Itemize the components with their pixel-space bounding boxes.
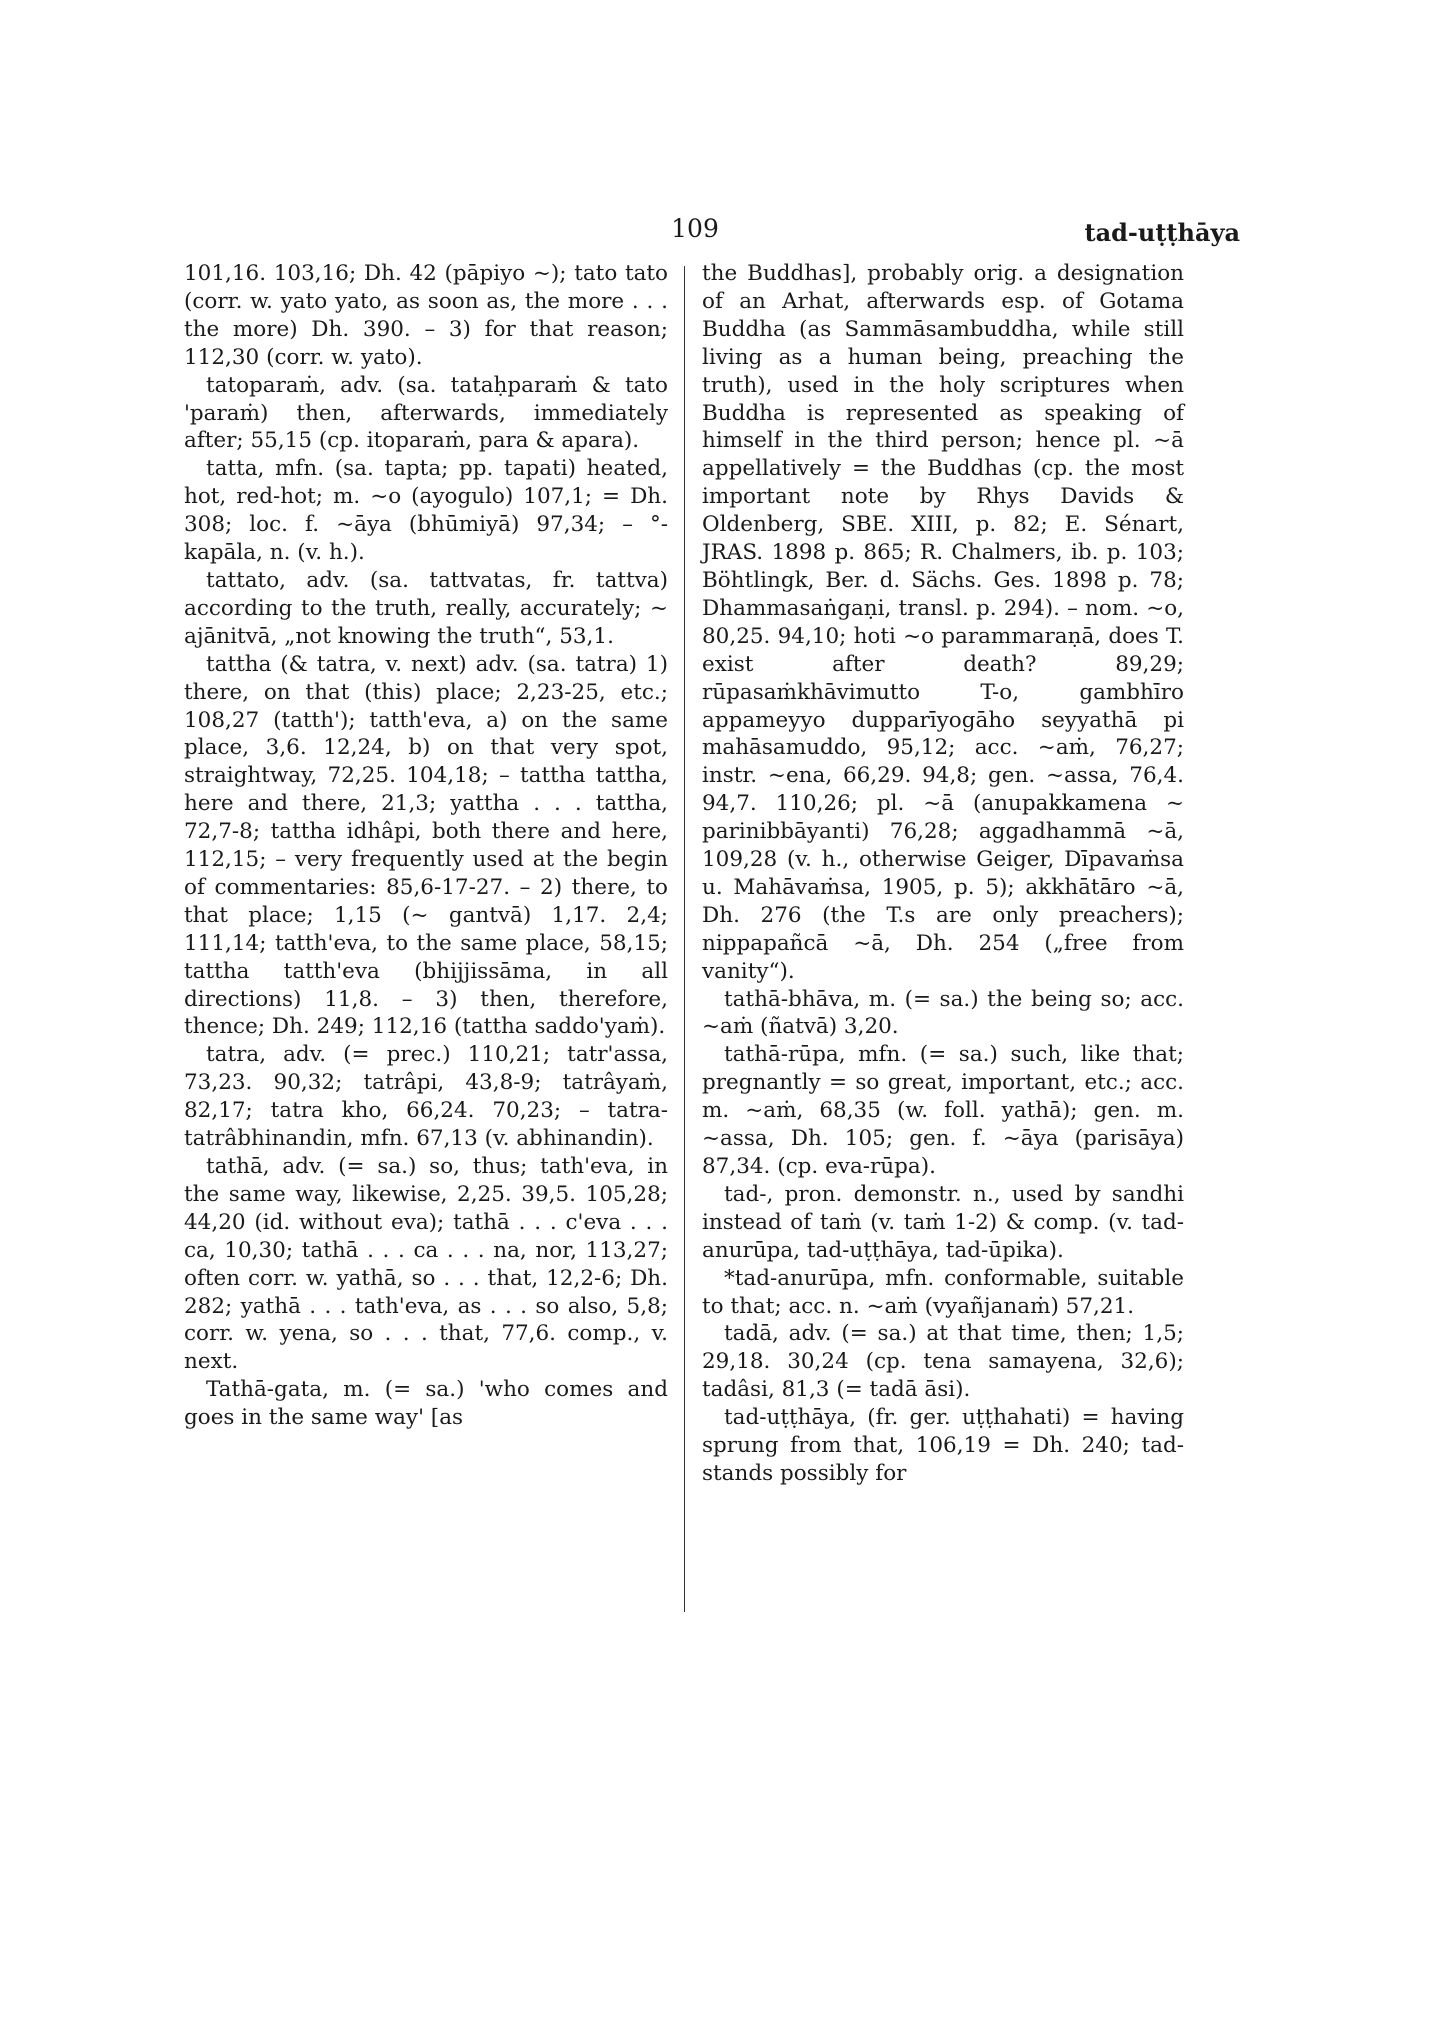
dictionary-entry: tatoparaṁ, adv. (sa. tataḥparaṁ & tato 'paraṁ) then, afterwards, immediately after; 55,15 (cp. itoparaṁ, para & apara). bbox=[184, 372, 668, 454]
dictionary-entry: *tad-anurūpa, mfn. conformable, suitable to that; acc. n. ~aṁ (vyañjanaṁ) 57,21. bbox=[702, 1265, 1184, 1319]
right-column bbox=[702, 260, 1184, 1488]
dictionary-entry: 101,16. 103,16; Dh. 42 (pāpiyo ~); tato tato (corr. w. yato yato, as soon as, the more . . . the more) Dh. 390. – 3) for that reason; 112,30 (corr. w. yato). bbox=[184, 261, 668, 370]
dictionary-entry: tadā, adv. (= sa.) at that time, then; 1,5; 29,18. 30,24 (cp. tena samayena, 32,6); tadâsi, 81,3 (= tadā āsi). bbox=[702, 1321, 1184, 1403]
dictionary-entry: tad-uṭṭhāya, (fr. ger. uṭṭhahati) = having sprung from that, 106,19 = Dh. 240; tad- stands possibly for bbox=[702, 1405, 1184, 1486]
running-head: tad-uṭṭhāya bbox=[1084, 218, 1240, 247]
dictionary-entry: tatra, adv. (= prec.) 110,21; tatr'assa, 73,23. 90,32; tatrâpi, 43,8-9; tatrâyaṁ, 82,17; tatra kho, 66,24. 70,23; – tatra-tatrâbhinandin, mfn. 67,13 (v. abhinandin). bbox=[184, 1042, 668, 1152]
dictionary-entry: tatta, mfn. (sa. tapta; pp. tapati) heated, hot, red-hot; m. ~o (ayogulo) 107,1; = Dh. 308; loc. f. ~āya (bhūmiyā) 97,34; – °-kapāla, n. (v. h.). bbox=[184, 456, 668, 566]
dictionary-entry: tad-, pron. demonstr. n., used by sandhi instead of taṁ (v. taṁ 1-2) & comp. (v. tad-anurūpa, tad-uṭṭhāya, tad-ūpika). bbox=[702, 1181, 1184, 1263]
left-column bbox=[184, 260, 668, 1432]
dictionary-entry: tattha (& tatra, v. next) adv. (sa. tatra) 1) there, on that (this) place; 2,23-25, etc.; 108,27 (tatth'); tatth'eva, a) on the same place, 3,6. 12,24, b) on that very spot, straightway, 72,25. 104,18; – tattha tattha, here and there, 21,3; yattha . . . tattha, 72,7-8; tattha idhâpi, both there and here, 112,15; – very frequently used at the begin of commentaries: 85,6-17-27. – 2) there, to that place; 1,15 (~ gantvā) 1,17. 2,4; 111,14; tatth'eva, to the same place, 58,15; tattha tatth'eva (bhijjissāma, in all directions) 11,8. – 3) then, therefore, thence; Dh. 249; 112,16 (tattha saddo'yaṁ). bbox=[184, 651, 668, 1040]
dictionary-entry: tattato, adv. (sa. tattvatas, fr. tattva) according to the truth, really, accurately; ~ ajānitvā, „not knowing the truth“, 53,1. bbox=[184, 567, 668, 649]
dictionary-entry: tathā-bhāva, m. (= sa.) the being so; acc. ~aṁ (ñatvā) 3,20. bbox=[702, 986, 1184, 1040]
dictionary-entry: tathā, adv. (= sa.) so, thus; tath'eva, in the same way, likewise, 2,25. 39,5. 105,28; 44,20 (id. without eva); tathā . . . c'eva . . . ca, 10,30; tathā . . . ca . . . na, nor, 113,27; often corr. w. yathā, so . . . that, 12,2-6; Dh. 282; yathā . . . tath'eva, as . . . so also, 5,8; corr. w. yena, so . . . that, 77,6. comp., v. next. bbox=[184, 1154, 668, 1375]
dictionary-entry: tathā-rūpa, mfn. (= sa.) such, like that; pregnantly = so great, important, etc.; acc. m. ~aṁ, 68,35 (w. foll. yathā); gen. m. ~assa, Dh. 105; gen. f. ~āya (parisāya) 87,34. (cp. eva-rūpa). bbox=[702, 1042, 1184, 1179]
dictionary-entry: the Buddhas], probably orig. a designation of an Arhat, afterwards esp. of Gotama Buddha (as Sammāsambuddha, while still living as a human being, preaching the truth), used in the holy scriptures when Buddha is represented as speaking of himself in the third person; hence pl. ~ā appellatively = the Buddhas (cp. the most important note by Rhys Davids & Oldenberg, SBE. XIII, p. 82; E. Sénart, JRAS. 1898 p. 865; R. Chalmers, ib. p. 103; Böhtlingk, Ber. d. Sächs. Ges. 1898 p. 78; Dhammasaṅgaṇi, transl. p. 294). – nom. ~o, 80,25. 94,10; hoti ~o parammaraṇā, does T. exist after death? 89,29; rūpasaṁkhāvimutto T-o, gambhīro appameyyo dupparīyogāho seyyathā pi mahāsamuddo, 95,12; acc. ~aṁ, 76,27; instr. ~ena, 66,29. 94,8; gen. ~assa, 76,4. 94,7. 110,26; pl. ~ā (anupakkamena ~ parinibbāyanti) 76,28; aggadhammā ~ā, 109,28 (v. h., otherwise Geiger, Dīpavaṁsa u. Mahāvaṁsa, 1905, p. 5); akkhātāro ~ā, Dh. 276 (the T.s are only preachers); nippapañcā ~ā, Dh. 254 („free from vanity“). bbox=[702, 261, 1184, 984]
dictionary-entry: Tathā-gata, m. (= sa.) 'who comes and goes in the same way' [as bbox=[184, 1377, 668, 1431]
page-number: 109 bbox=[671, 214, 719, 243]
column-divider bbox=[684, 266, 685, 1612]
